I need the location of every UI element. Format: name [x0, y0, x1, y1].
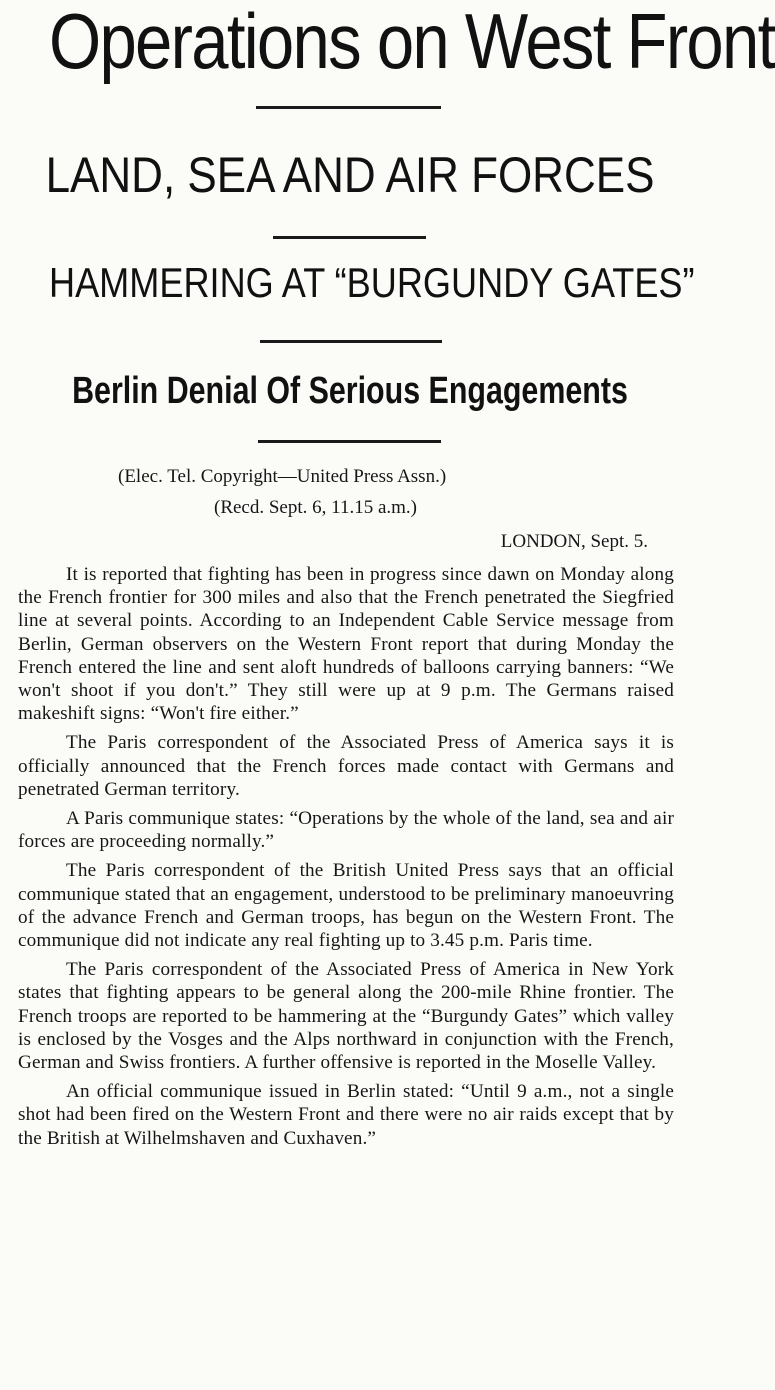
subheadline-berlin-denial: Berlin Denial Of Serious Engagements [72, 370, 628, 412]
headline-rule [273, 236, 426, 239]
dateline: LONDON, Sept. 5. [500, 531, 648, 552]
headline-rule [258, 440, 441, 443]
received-credit: (Recd. Sept. 6, 11.15 a.m.) [214, 497, 417, 518]
subheadline-forces: LAND, SEA AND AIR FORCES [45, 147, 655, 203]
article-paragraph: A Paris communique states: “Operations by the whole of the land, sea and air forces are proceeding normally.” [18, 808, 674, 853]
main-headline: Operations on West Front [49, 0, 775, 85]
article-paragraph: The Paris correspondent of the British United Press says that an official communique stated that an engagement, understood to be preliminary manoeuvring of the advance French and German troops, has begun on the Western Front. The communique did not indicate any real fighting up to 3.45 p.m. Paris time. [18, 860, 674, 952]
article-body [18, 563, 674, 1156]
article-paragraph: The Paris correspondent of the Associated Press of America in New York states that fighting appears to be general along the 200-mile Rhine frontier. The French troops are reported to be hammering at the “Burgundy Gates” which valley is enclosed by the Vosges and the Alps northward in conjunction with the French, German and Swiss frontiers. A further offensive is reported in the Moselle Valley. [18, 959, 674, 1074]
headline-rule [260, 340, 442, 343]
copyright-credit: (Elec. Tel. Copyright—United Press Assn.) [118, 466, 447, 487]
subheadline-burgundy-gates: HAMMERING AT “BURGUNDY GATES” [49, 259, 695, 306]
article-paragraph: An official communique issued in Berlin stated: “Until 9 a.m., not a single shot had been fired on the Western Front and there were no air raids except that by the British at Wilhelmshaven and Cuxhaven.” [18, 1081, 674, 1149]
article-paragraph: The Paris correspondent of the Associated Press of America says it is officially announced that the French forces made contact with Germans and penetrated German territory. [18, 732, 674, 800]
headline-rule [256, 106, 441, 109]
article-paragraph: It is reported that fighting has been in progress since dawn on Monday along the French frontier for 300 miles and also that the French penetrated the Siegfried line at several points. According to an Independent Cable Service message from Berlin, German observers on the Western Front report that during Monday the French entered the line and sent aloft hundreds of balloons carrying banners: “We won't shoot if you don't.” They still were up at 9 p.m. The Germans raised makeshift signs: “Won't fire either.” [18, 564, 674, 725]
